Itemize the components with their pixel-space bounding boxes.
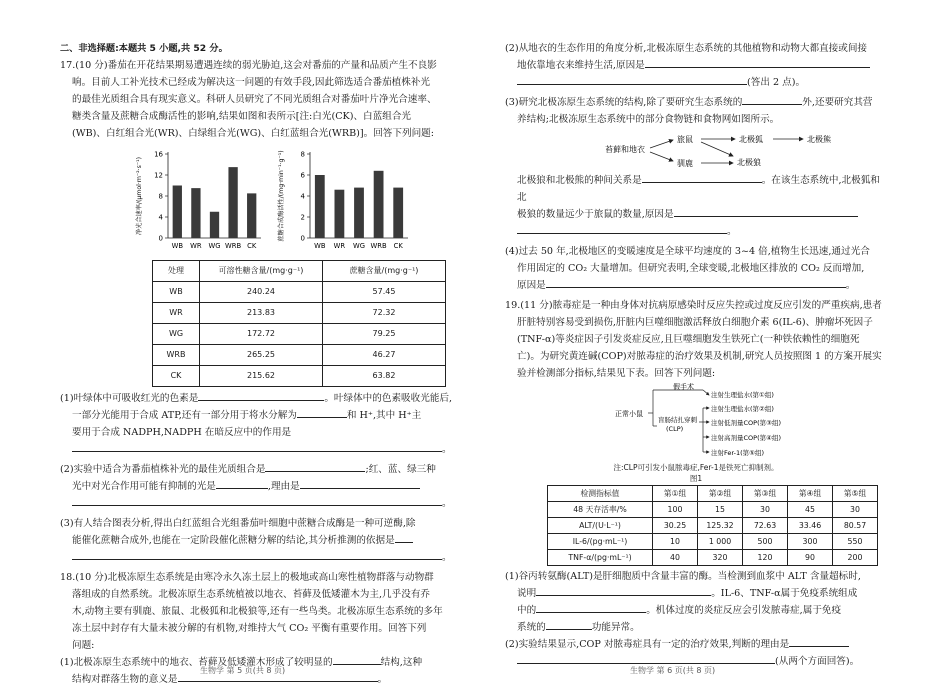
page-footer: 生物学 第 5 页(共 8 页) — [200, 666, 286, 675]
table-cell: TNF-α/(pg·mL⁻¹) — [548, 550, 653, 566]
y-tick-label: 0 — [158, 234, 163, 243]
q19-stem-line: 肝脏特别容易受到损伤,肝脏内巨噬细胞激活释放白细胞介素 6(IL-6)、肿瘤坏死因子 — [517, 317, 873, 328]
q17-sub3-line: 。 — [60, 549, 460, 566]
table-cell: 48 天存活率/% — [548, 502, 653, 518]
table-cell: WR — [153, 303, 200, 324]
answer-blank[interactable] — [395, 532, 413, 543]
answer-blank[interactable] — [333, 654, 381, 665]
q17-sub2-line: 光中对光合作用可能有抑制的光是 ,理由是 — [60, 478, 460, 495]
y-tick-label: 6 — [300, 171, 305, 180]
q19-sub2: (2)实验结果显示,COP 对脓毒症具有一定的治疗效果,判断的理由是 — [505, 636, 887, 653]
foodweb-node: 北极狐 — [739, 135, 763, 144]
table-cell: 63.82 — [323, 366, 446, 387]
table-header-row — [153, 261, 446, 282]
diagram-clp: 盲肠结扎穿刺 — [658, 416, 697, 424]
table-cell: 10 — [653, 534, 698, 550]
foodweb-node: 旅鼠 — [677, 135, 693, 144]
q17-stem-line: 的最佳光质组合具有现实意义。科研人员研究了不同光质组合对番茄叶片净光合速率、 — [72, 94, 437, 105]
answer-blank[interactable] — [72, 549, 442, 560]
q18-sub2: (2)从地衣的生态作用的角度分析,北极冻原生态系统的其他植物和动物大都直接或间接 — [505, 43, 868, 54]
q18-sub4-line: 作用固定的 CO₂ 大量增加。但研究表明,全球变暖,北极地区排放的 CO₂ 反而增加, — [517, 263, 865, 274]
figure-note: 注:CLP可引发小鼠脓毒症,Fer-1是铁死亡抑制剂。 — [613, 463, 779, 472]
q19-sub1: (1)谷丙转氨酶(ALT)是肝细胞质中含量丰富的酶。当检测到血浆中 ALT 含量超标时, — [505, 571, 861, 582]
x-tick-label: WRB — [370, 242, 387, 250]
q18-stem-line: 木,动物主要有驯鹿、旅鼠、北极狐和北极狼等,还有一些鸟类。北极冻原生态系统的多年 — [72, 606, 443, 617]
q18-stem-line: 冻土层中封存有大量未被分解的有机物,对维持大气 CO₂ 平衡有重要作用。回答下列 — [72, 623, 427, 634]
table-cell: WRB — [153, 345, 200, 366]
section-title: 二、非选择题:本题共 5 小题,共 52 分。 — [60, 43, 228, 54]
y-tick-label: 0 — [300, 234, 305, 243]
diagram-group: 注射生理盐水(第②组) — [711, 405, 774, 413]
q19-stem-line: 验并检测部分指标,结果见下表。回答下列问题: — [517, 368, 716, 379]
q18-sub1-line: 结构对群落生物的意义是 。 — [60, 671, 460, 688]
diagram-group: 注射Fer-1(第⑤组) — [711, 449, 765, 457]
answer-blank[interactable] — [789, 636, 849, 647]
answer-blank[interactable] — [536, 585, 711, 596]
diagram-root: 正常小鼠 — [615, 410, 643, 418]
table-cell: 300 — [788, 534, 833, 550]
table-cell: 200 — [833, 550, 878, 566]
table-cell: 80.57 — [833, 518, 878, 534]
y-tick-label: 16 — [154, 150, 163, 159]
foodweb-node: 北极狼 — [737, 158, 761, 167]
q19-stem-line: (TNF-α)等炎症因子引发炎症反应,且巨噬细胞发生铁死亡(一种铁依赖性的细胞死 — [517, 334, 860, 345]
table-cell: ALT/(U·L⁻¹) — [548, 518, 653, 534]
question-19 — [505, 297, 887, 670]
q18-sub1: (1)北极冻原生态系统中的地衣、苔藓及低矮灌木形成了较明显的 结构,这种 — [60, 654, 460, 671]
table-row — [153, 282, 446, 303]
q18-sub2-line: 地依靠地衣来维持生活,原因是 — [505, 57, 887, 74]
table-cell: WG — [153, 324, 200, 345]
q17-charts — [60, 146, 460, 258]
table-cell: 40 — [653, 550, 698, 566]
table-cell: 57.45 — [323, 282, 446, 303]
table-cell: 30.25 — [653, 518, 698, 534]
x-tick-label: WG — [353, 242, 365, 250]
q19-sub1-line: 中的 。机体过度的炎症反应会引发脓毒症,属于免疫 — [505, 602, 887, 619]
y-tick-label: 8 — [158, 192, 163, 201]
answer-blank[interactable] — [216, 478, 268, 489]
foodweb-node: 北极熊 — [807, 135, 831, 144]
table-cell: 213.83 — [200, 303, 323, 324]
q18-sub3: (3)研究北极冻原生态系统的结构,除了要研究生态系统的 外,还要研究其营 — [505, 94, 887, 111]
diagram-sham: 假手术 — [673, 383, 694, 391]
table-cell: 320 — [698, 550, 743, 566]
food-web-diagram — [505, 128, 887, 172]
answer-blank[interactable] — [297, 407, 347, 418]
left-column — [60, 40, 460, 688]
diagram-group: 注射高剂量COP(第④组) — [711, 434, 781, 442]
table-cell: 240.24 — [200, 282, 323, 303]
table-row — [548, 518, 878, 534]
table-cell: 46.27 — [323, 345, 446, 366]
y-axis-label: 蔗糖合成酶活性/(mg·min⁻¹·g⁻¹) — [278, 150, 285, 242]
bar — [335, 190, 345, 238]
diagram-group: 注射低剂量COP(第③组) — [711, 419, 781, 427]
answer-blank[interactable] — [72, 441, 442, 452]
foodweb-arrow — [650, 140, 673, 148]
q18-sub4: (4)过去 50 年,北极地区的变暖速度是全球平均速度的 3~4 倍,植物生长迅速,通过光合 — [505, 246, 870, 257]
table-row — [548, 550, 878, 566]
table-header: 第②组 — [698, 486, 743, 502]
table-cell: 72.63 — [743, 518, 788, 534]
table-header: 可溶性糖含量/(mg·g⁻¹) — [200, 261, 323, 282]
y-axis-label: 净光合速率/(μmol·m⁻²·s⁻¹) — [136, 157, 143, 235]
q19-figure — [505, 382, 887, 462]
q17-sub3: (3)有人结合图表分析,得出白红蓝组合光组番茄叶细胞中蔗糖合成酶是一种可逆酶,除 — [60, 518, 416, 529]
bar — [315, 175, 325, 238]
x-tick-label: WR — [190, 242, 202, 250]
q18-sub3b-line: 。 — [505, 223, 887, 240]
x-tick-label: WG — [208, 242, 221, 250]
q17-stem-line: (WB)、白红组合光(WR)、白绿组合光(WG)、白红蓝组合光(WRB)]。回答下列问题: — [72, 128, 435, 139]
answer-blank[interactable] — [265, 461, 365, 472]
q18-stem-line: 18.(10 分)北极冻原生态系统是由寒冷永久冻土层上的极地或高山寒性植物群落与动物群 — [60, 572, 434, 583]
y-tick-label: 12 — [154, 171, 163, 180]
diagram-clp: (CLP) — [666, 425, 684, 433]
table-header: 第①组 — [653, 486, 698, 502]
table-cell: IL-6/(pg·mL⁻¹) — [548, 534, 653, 550]
q17-stem-line: 响。目前人工补光技术已经成为解决这一问题的有效手段,因此筛选适合番茄植株补光 — [72, 77, 431, 88]
bar — [210, 212, 219, 238]
table-cell: CK — [153, 366, 200, 387]
q18-stem-line: 落组成的自然系统。北极冻原生态系统植被以地衣、苔藓及低矮灌木为主,几乎没有乔 — [72, 589, 431, 600]
table-cell: 125.32 — [698, 518, 743, 534]
x-tick-label: WRB — [225, 242, 242, 250]
diagram-group: 注射生理盐水(第①组) — [711, 391, 774, 399]
x-tick-label: CK — [247, 242, 257, 250]
table-header: 第③组 — [743, 486, 788, 502]
bar — [191, 188, 200, 238]
answer-blank[interactable] — [546, 619, 592, 630]
foodweb-node: 驯鹿 — [677, 159, 693, 168]
table-row — [548, 534, 878, 550]
bar — [173, 186, 182, 239]
table-row — [153, 303, 446, 324]
answer-blank[interactable] — [517, 74, 747, 85]
q18-sub3-line: 养结构;北极冻原生态系统中的部分食物链和食物网如图所示。 — [517, 114, 780, 125]
table-cell: WB — [153, 282, 200, 303]
q17-table — [152, 260, 446, 387]
table-cell: 30 — [833, 502, 878, 518]
answer-blank[interactable] — [198, 390, 324, 401]
q17-stem-line: 17.(10 分)番茄在开花结果期易遭遇连续的弱光胁迫,这会对番茄的产量和品质产生不良影 — [60, 60, 437, 71]
answer-blank[interactable] — [72, 495, 442, 506]
right-column — [505, 40, 887, 670]
q18-sub3b-line: 极狼的数量远少于旅鼠的数量,原因是 — [505, 206, 887, 223]
chart-net-photosynthesis — [130, 146, 265, 258]
table-cell: 33.46 — [788, 518, 833, 534]
q19-sub1-line: 系统的 功能异常。 — [505, 619, 887, 636]
table-cell: 30 — [743, 502, 788, 518]
table-cell: 100 — [653, 502, 698, 518]
bar — [228, 167, 237, 238]
q19-sub2-line: (从两个方面回答)。 — [505, 653, 887, 670]
q19-table — [547, 485, 878, 566]
chart-sucrose-synthase — [272, 146, 412, 258]
q17-sub2: (2)实验中适合为番茄植株补光的最佳光质组合是 ;红、蓝、绿三种 — [60, 461, 460, 478]
table-header: 第⑤组 — [833, 486, 878, 502]
answer-blank[interactable] — [642, 172, 762, 183]
q17-sub1-line: 。 — [60, 441, 460, 458]
table-cell: 120 — [743, 550, 788, 566]
table-cell: 550 — [833, 534, 878, 550]
q17-sub2-line: 。 — [60, 495, 460, 512]
table-cell: 265.25 — [200, 345, 323, 366]
food-web-svg — [505, 128, 887, 172]
table-header: 蔗糖含量/(mg·g⁻¹) — [323, 261, 446, 282]
q19-stem-line: 亡)。为研究黄连碱(COP)对脓毒症的治疗效果及机制,研究人员按照图 1 的方案开展实 — [517, 351, 882, 362]
foodweb-arrow — [650, 152, 673, 161]
answer-blank[interactable] — [674, 206, 858, 217]
x-tick-label: WR — [333, 242, 346, 250]
bar — [354, 188, 364, 238]
table-header-row — [548, 486, 878, 502]
table-row — [153, 324, 446, 345]
y-tick-label: 8 — [300, 150, 305, 159]
answer-blank[interactable] — [517, 223, 727, 234]
table-cell: 172.72 — [200, 324, 323, 345]
table-row — [153, 366, 446, 387]
table-header: 第④组 — [788, 486, 833, 502]
diagram-arrow — [703, 390, 709, 395]
answer-blank[interactable] — [536, 602, 646, 613]
question-17 — [60, 57, 460, 566]
foodweb-arrow — [701, 142, 733, 156]
table-cell: 90 — [788, 550, 833, 566]
table-header: 处理 — [153, 261, 200, 282]
x-tick-label: WB — [314, 242, 326, 250]
table-cell: 45 — [788, 502, 833, 518]
q18-stem-line: 问题: — [72, 640, 95, 651]
experiment-diagram — [505, 382, 887, 462]
q17-stem-line: 糖类含量及蔗糖合成酶活性的影响,结果如图和表所示[注:白光(CK)、白蓝组合光 — [72, 111, 412, 122]
figure-caption: 图1 — [689, 474, 703, 483]
q17-sub1-line: 要用于合成 NADPH,NADPH 在暗反应中的作用是 — [72, 427, 292, 438]
page-footer: 生物学 第 6 页(共 8 页) — [630, 666, 716, 675]
bar — [247, 193, 256, 238]
answer-blank[interactable] — [742, 94, 802, 105]
table-cell: 15 — [698, 502, 743, 518]
answer-blank[interactable] — [645, 57, 870, 68]
answer-blank[interactable] — [300, 478, 420, 489]
q19-stem-line: 19.(11 分)脓毒症是一种由身体对抗病原感染时反应失控或过度反应引发的严重疾病,患者 — [505, 300, 882, 311]
y-tick-label: 4 — [158, 213, 163, 222]
table-cell: 79.25 — [323, 324, 446, 345]
q18-sub2-line: (答出 2 点)。 — [505, 74, 887, 91]
foodweb-source: 苔藓和地衣 — [605, 145, 645, 154]
table-cell: 500 — [743, 534, 788, 550]
table-cell: 72.32 — [323, 303, 446, 324]
y-tick-label: 4 — [300, 192, 305, 201]
q18-sub3b-line: 北极狼和北极熊的种间关系是 。在该生态系统中,北极狐和北 — [505, 172, 887, 206]
q19-sub1-line: 说明 。IL-6、TNF-α属于免疫系统组成 — [505, 585, 887, 602]
q17-sub1: (1)叶绿体中可吸收红光的色素是 。叶绿体中的色素吸收光能后, — [60, 390, 460, 407]
answer-blank[interactable] — [546, 277, 846, 288]
bar — [374, 171, 384, 238]
table-cell: 215.62 — [200, 366, 323, 387]
x-tick-label: CK — [393, 242, 403, 250]
q17-sub1-line: 一部分光能用于合成 ATP,还有一部分用于将水分解为 和 H⁺,其中 H⁺主 — [60, 407, 460, 424]
x-tick-label: WB — [171, 242, 183, 250]
q17-sub3-line: 能催化蔗糖合成外,也能在一定阶段催化蔗糖分解的结论,其分析推测的依据是 — [60, 532, 460, 549]
table-row — [548, 502, 878, 518]
table-row — [153, 345, 446, 366]
q18-sub4-line: 原因是 。 — [505, 277, 887, 294]
bar — [393, 188, 403, 238]
table-header: 检测指标值 — [548, 486, 653, 502]
y-tick-label: 2 — [300, 213, 305, 222]
table-cell: 1 000 — [698, 534, 743, 550]
